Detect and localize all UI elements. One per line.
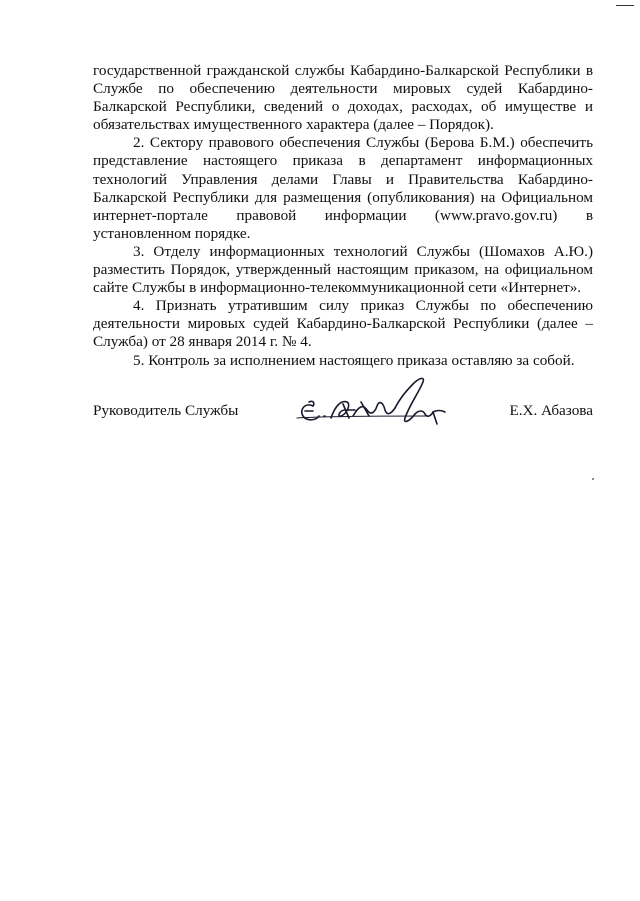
paragraph-item-5: 5. Контроль за исполнением настоящего приказа оставляю за собой. xyxy=(133,351,575,369)
corner-scan-mark xyxy=(616,5,634,6)
document-body xyxy=(93,62,593,370)
handwritten-signature xyxy=(291,366,491,432)
paragraph-continuation: государственной гражданской службы Кабардино-Балкарской Республики в Службе по обеспечению деятельности мировых судей Кабардино-Балкарской Республики, сведений о доходах, расходах, об имуществе и обязательствах имущественного характера (далее – Порядок). xyxy=(93,62,593,134)
paragraph-item-3: 3. Отделу информационных технологий Службы (Шомахов А.Ю.) разместить Порядок, утвержденный настоящим приказом, на официальном сайте Службы в информационно-телекоммуникационной сети «Интернет». xyxy=(93,242,593,297)
paragraph-item-2: 2. Сектору правового обеспечения Службы (Берова Б.М.) обеспечить представление настоящего приказа в департамент информационных технологий Управления делами Главы и Правительства Кабардино-Балкарской Республики для размещения (опубликования) на Официальном интернет-портале правовой информации (www.pravo.gov.ru) в установленном порядке. xyxy=(93,134,593,242)
scan-speck xyxy=(592,478,594,480)
signatory-name: Е.Х. Абазова xyxy=(509,402,593,419)
paragraph-item-4: 4. Признать утратившим силу приказ Службы по обеспечению деятельности мировых судей Кабардино-Балкарской Республики (далее – Служба) от 28 января 2014 г. № 4. xyxy=(93,297,593,351)
signature-block xyxy=(93,400,593,440)
signatory-position: Руководитель Службы xyxy=(93,402,239,419)
